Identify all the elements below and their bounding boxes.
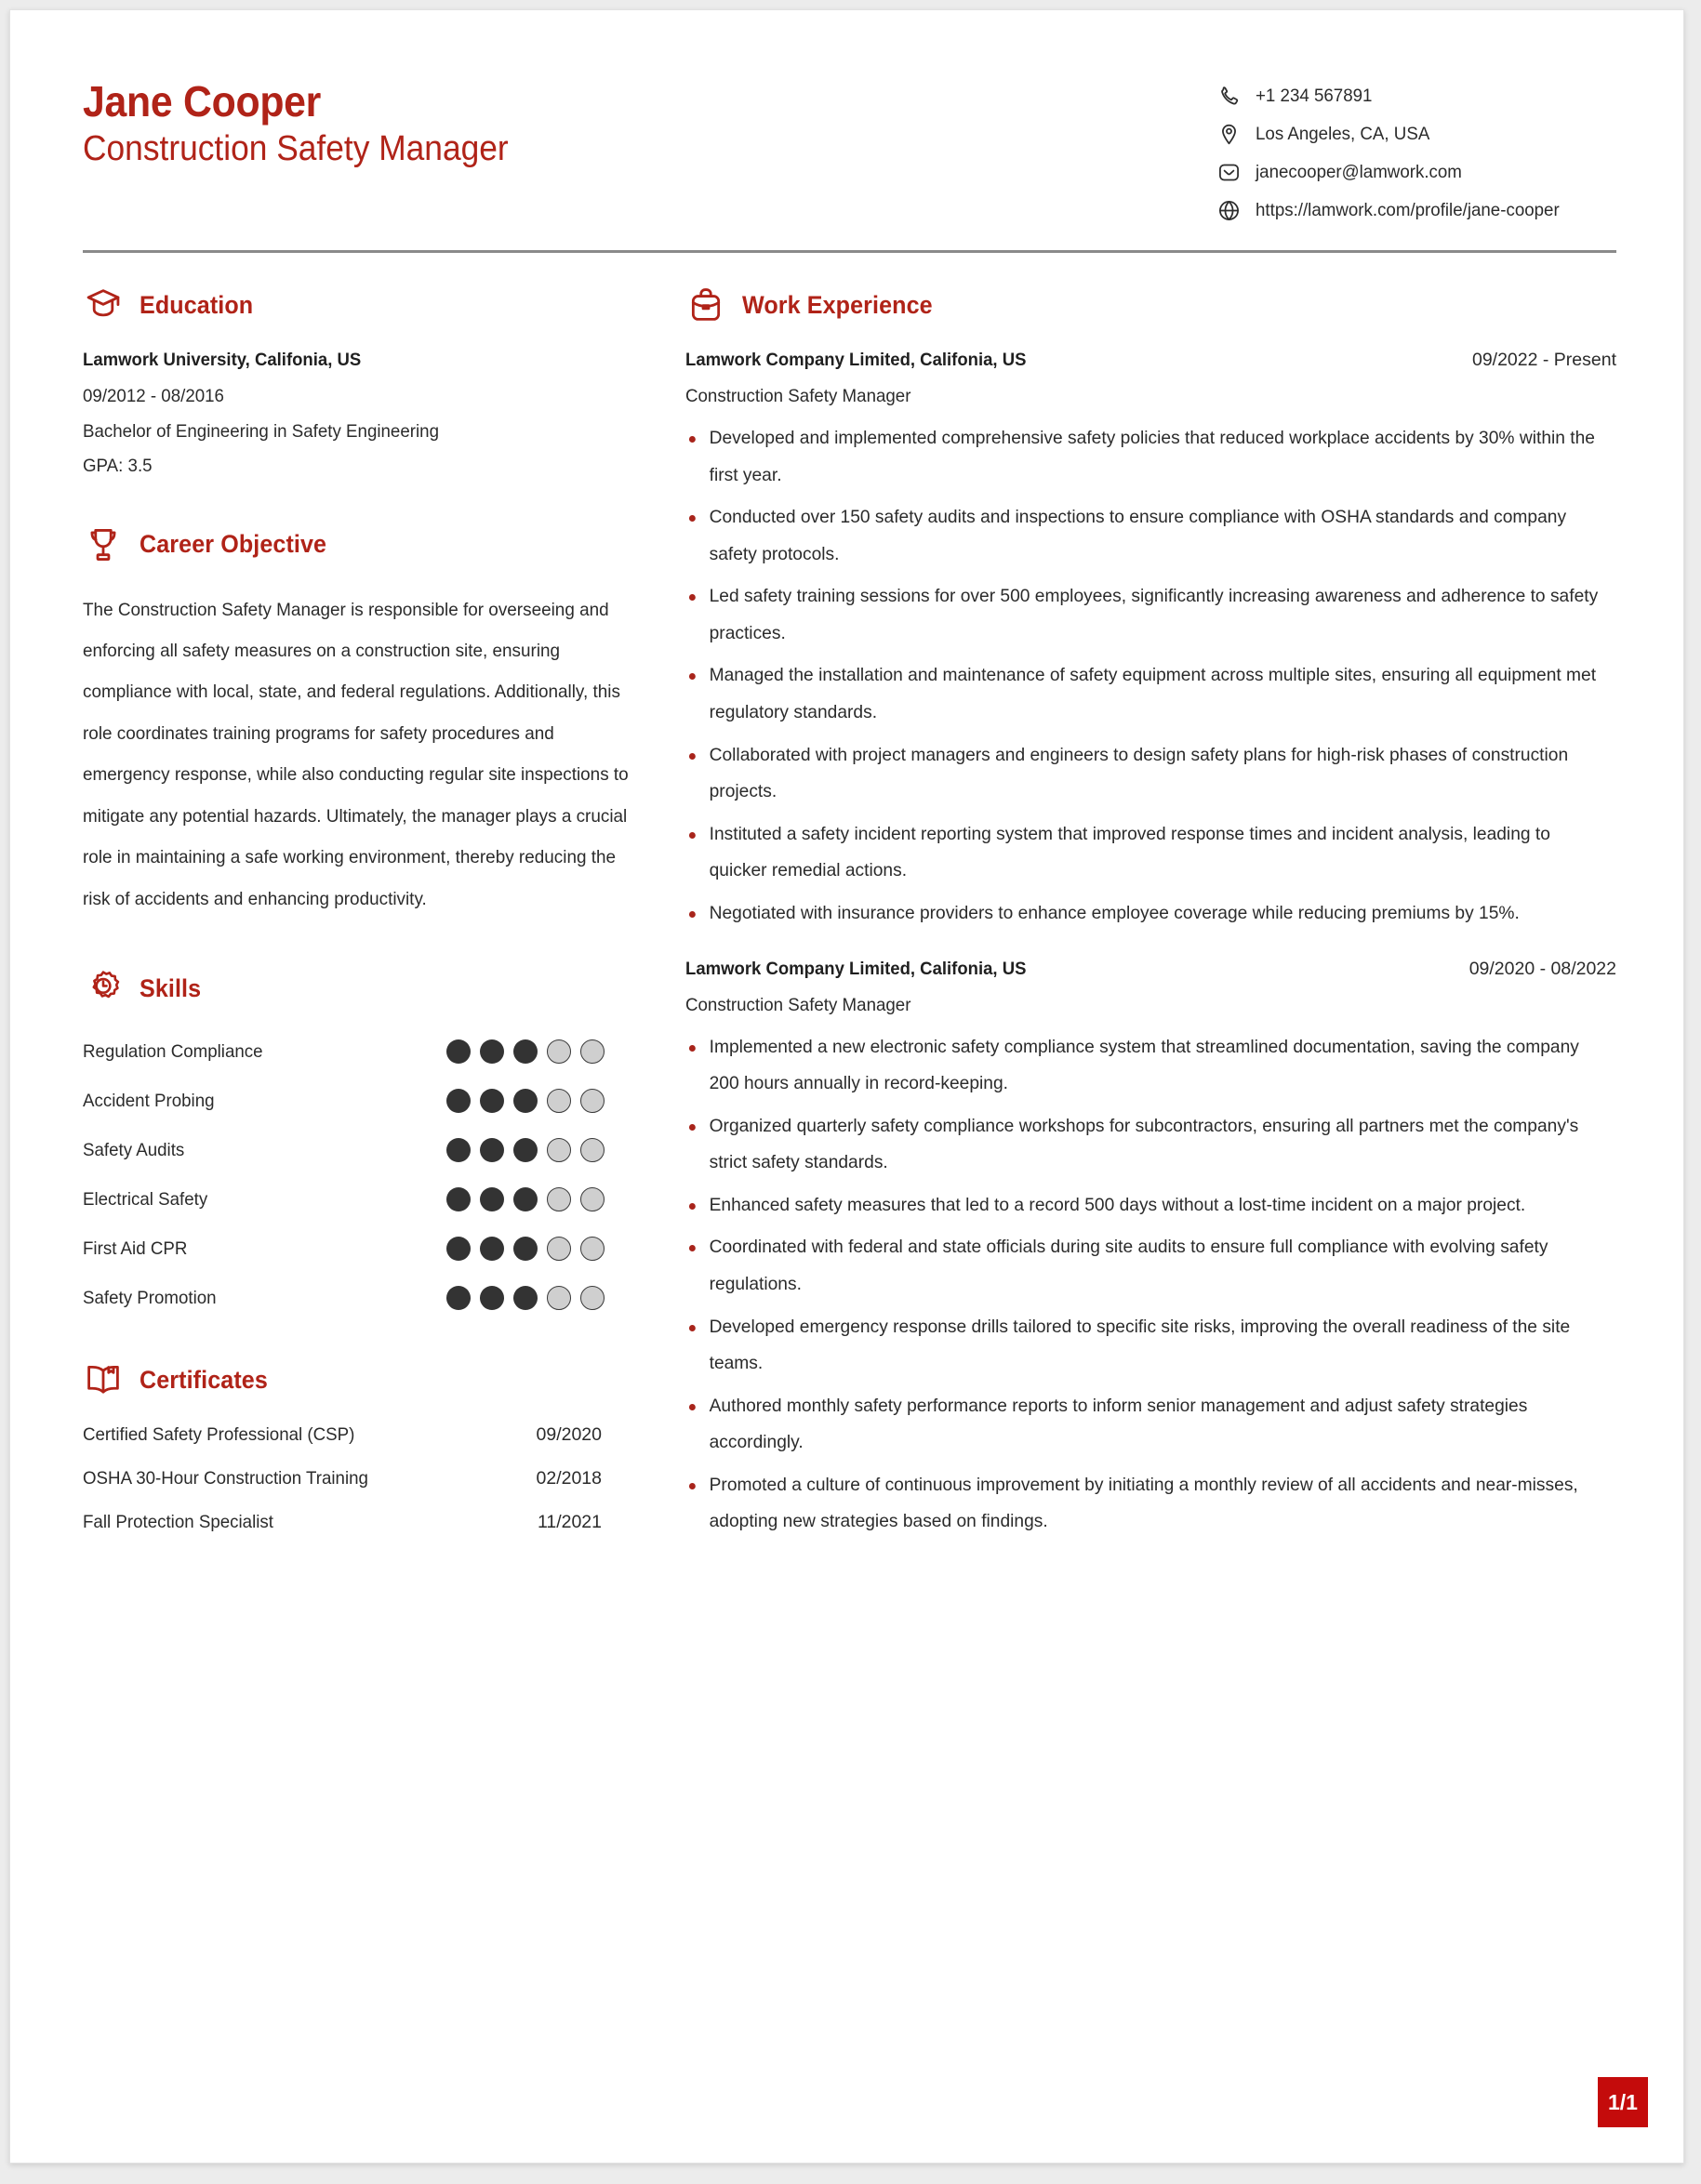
job-bullet: Authored monthly safety performance reports to inform senior management and adjust safety strategies accordingly.	[685, 1388, 1602, 1462]
email-icon	[1216, 161, 1241, 185]
certificate-date: 11/2021	[537, 1512, 602, 1533]
section-title-education: Education	[140, 290, 254, 319]
section-title-certificates: Certificates	[140, 1365, 268, 1394]
page-indicator-badge: 1/1	[1598, 2077, 1648, 2127]
rating-dot-empty	[580, 1039, 605, 1064]
rating-dot-filled	[446, 1187, 471, 1211]
skill-name: First Aid CPR	[83, 1238, 188, 1259]
job-role: Construction Safety Manager	[685, 994, 911, 1015]
briefcase-icon	[685, 285, 726, 325]
section-career-objective	[83, 524, 633, 920]
education-school: Lamwork University, Califonia, US	[83, 350, 362, 370]
open-book-icon	[83, 1359, 124, 1400]
contact-phone-value: +1 234 567891	[1256, 86, 1373, 106]
skill-name: Safety Promotion	[83, 1287, 217, 1308]
rating-dot-filled	[446, 1286, 471, 1310]
skill-rating[interactable]	[446, 1089, 633, 1113]
rating-dot-filled	[480, 1237, 504, 1261]
skill-row	[83, 1082, 633, 1119]
contact-item-email[interactable]	[1216, 153, 1616, 192]
job-entry	[685, 959, 1616, 1542]
job-period: 09/2020 - 08/2022	[1468, 958, 1616, 979]
job-bullet: Negotiated with insurance providers to enhance employee coverage while reducing premiums by 15%.	[685, 895, 1602, 933]
education-degree: Bachelor of Engineering in Safety Engineering	[83, 420, 439, 442]
skill-row	[83, 1033, 633, 1070]
rating-dot-empty	[547, 1039, 571, 1064]
education-period: 09/2012 - 08/2016	[83, 386, 224, 406]
section-skills	[83, 968, 633, 1317]
rating-dot-empty	[580, 1286, 605, 1310]
section-title-skills: Skills	[140, 973, 202, 1002]
skill-rating[interactable]	[446, 1039, 633, 1064]
job-header	[685, 959, 1616, 980]
rating-dot-filled	[480, 1039, 504, 1064]
page-title: Jane Cooper	[83, 77, 322, 126]
section-header-work-experience	[685, 285, 1616, 325]
trophy-icon	[83, 524, 124, 565]
job-period: 09/2022 - Present	[1471, 350, 1616, 370]
rating-dot-empty	[547, 1089, 571, 1113]
rating-dot-empty	[580, 1237, 605, 1261]
job-bullet: Developed emergency response drills tailored to specific site risks, improving the overall readiness of the site teams.	[685, 1309, 1602, 1383]
certificate-row	[83, 1468, 633, 1489]
identity-block	[83, 75, 540, 170]
section-header-career-objective	[83, 524, 633, 565]
skill-name: Regulation Compliance	[83, 1040, 263, 1062]
certificate-row	[83, 1512, 633, 1533]
rating-dot-filled	[513, 1089, 538, 1113]
location-icon	[1216, 123, 1241, 147]
rating-dot-filled	[513, 1237, 538, 1261]
job-bullet: Enhanced safety measures that led to a record 500 days without a lost-time incident on a major project.	[685, 1187, 1602, 1224]
section-header-certificates	[83, 1359, 633, 1400]
job-bullet: Conducted over 150 safety audits and inspections to ensure compliance with OSHA standards and company safety protocols.	[685, 499, 1602, 573]
rating-dot-empty	[547, 1237, 571, 1261]
rating-dot-empty	[547, 1187, 571, 1211]
resume-body	[83, 253, 1616, 1555]
rating-dot-filled	[480, 1138, 504, 1162]
resume-page	[9, 9, 1684, 2164]
job-bullet: Instituted a safety incident reporting system that improved response times and incident analysis, leading to quicker remedial actions.	[685, 816, 1602, 890]
contact-item-location[interactable]	[1216, 115, 1616, 153]
job-bullet-list	[685, 420, 1616, 933]
contact-location-value: Los Angeles, CA, USA	[1256, 124, 1430, 144]
skill-row	[83, 1279, 633, 1317]
section-header-skills	[83, 968, 633, 1009]
job-role: Construction Safety Manager	[685, 386, 911, 406]
left-column	[83, 285, 633, 1555]
globe-icon	[1216, 199, 1241, 223]
education-gpa: GPA: 3.5	[83, 456, 153, 476]
certificate-name: Fall Protection Specialist	[83, 1512, 273, 1533]
job-bullet-list	[685, 1029, 1616, 1542]
section-education	[83, 285, 633, 476]
job-bullet: Managed the installation and maintenance of safety equipment across multiple sites, ensuring all equipment met regulatory standards.	[685, 657, 1602, 731]
section-header-education	[83, 285, 633, 325]
rating-dot-filled	[513, 1039, 538, 1064]
job-bullet: Developed and implemented comprehensive safety policies that reduced workplace accidents by 30% within the first year.	[685, 420, 1602, 494]
skill-name: Safety Audits	[83, 1139, 185, 1160]
rating-dot-empty	[580, 1089, 605, 1113]
skills-list	[83, 1033, 633, 1317]
career-objective-text: The Construction Safety Manager is responsible for overseeing and enforcing all safety measures on a construction site, ensuring compliance with local, state, and federal regulations. Additionally, this role coordinates training programs for safety procedures and emergency response, while also conducting regular site inspections to mitigate any potential hazards. Ultimately, the manager plays a crucial role in maintaining a safe working environment, thereby reducing the risk of accidents and enhancing productivity.	[83, 599, 629, 909]
work-experience-list	[685, 350, 1616, 1541]
certificate-date: 09/2020	[536, 1424, 602, 1446]
certificate-row	[83, 1424, 633, 1446]
job-bullet: Led safety training sessions for over 500 employees, significantly increasing awareness and adherence to safety practices.	[685, 578, 1602, 652]
rating-dot-filled	[480, 1089, 504, 1113]
job-bullet: Organized quarterly safety compliance workshops for subcontractors, ensuring all partners met the company's strict safety standards.	[685, 1108, 1602, 1182]
job-company: Lamwork Company Limited, Califonia, US	[685, 350, 1027, 370]
certificate-date: 02/2018	[536, 1468, 602, 1489]
resume-header	[83, 62, 1616, 230]
rating-dot-empty	[547, 1286, 571, 1310]
rating-dot-filled	[446, 1237, 471, 1261]
rating-dot-filled	[446, 1039, 471, 1064]
rating-dot-filled	[480, 1286, 504, 1310]
gear-clock-icon	[83, 968, 124, 1009]
rating-dot-empty	[547, 1138, 571, 1162]
rating-dot-filled	[513, 1138, 538, 1162]
skill-name: Electrical Safety	[83, 1188, 208, 1210]
contact-list	[1216, 77, 1616, 230]
skill-row	[83, 1132, 633, 1169]
skill-row	[83, 1230, 633, 1267]
contact-website-value: https://lamwork.com/profile/jane-cooper	[1256, 200, 1560, 220]
rating-dot-filled	[446, 1138, 471, 1162]
skill-rating[interactable]	[446, 1187, 633, 1211]
education-entry	[83, 350, 633, 476]
section-work-experience	[685, 285, 1616, 1541]
section-title-career-objective: Career Objective	[140, 530, 327, 558]
phone-icon	[1216, 85, 1241, 109]
rating-dot-filled	[513, 1286, 538, 1310]
skill-rating[interactable]	[446, 1237, 633, 1261]
job-bullet: Coordinated with federal and state officials during site audits to ensure full compliance with evolving safety regulations.	[685, 1229, 1602, 1303]
section-certificates	[83, 1359, 633, 1533]
rating-dot-empty	[580, 1187, 605, 1211]
contact-item-website[interactable]	[1216, 192, 1616, 230]
job-header	[685, 350, 1616, 371]
right-column	[685, 285, 1616, 1555]
job-bullet: Implemented a new electronic safety compliance system that streamlined documentation, saving the company 200 hours annually in record-keeping.	[685, 1029, 1602, 1103]
certificate-name: OSHA 30-Hour Construction Training	[83, 1468, 368, 1489]
certificates-list	[83, 1424, 633, 1533]
job-company: Lamwork Company Limited, Califonia, US	[685, 958, 1027, 979]
rating-dot-empty	[580, 1138, 605, 1162]
contact-email-value: janecooper@lamwork.com	[1256, 162, 1462, 182]
skill-rating[interactable]	[446, 1286, 633, 1310]
job-bullet: Collaborated with project managers and engineers to design safety plans for high-risk phases of construction projects.	[685, 737, 1602, 811]
contact-item-phone[interactable]	[1216, 77, 1616, 115]
header-job-title: Construction Safety Manager	[83, 128, 509, 168]
rating-dot-filled	[480, 1187, 504, 1211]
section-title-work-experience: Work Experience	[742, 290, 933, 319]
rating-dot-filled	[513, 1187, 538, 1211]
skill-rating[interactable]	[446, 1138, 633, 1162]
job-bullet: Promoted a culture of continuous improvement by initiating a monthly review of all accidents and near-misses, adopting new strategies based on findings.	[685, 1467, 1602, 1541]
job-entry	[685, 350, 1616, 933]
skill-row	[83, 1181, 633, 1218]
graduation-cap-icon	[83, 285, 124, 325]
rating-dot-filled	[446, 1089, 471, 1113]
certificate-name: Certified Safety Professional (CSP)	[83, 1424, 355, 1446]
skill-name: Accident Probing	[83, 1090, 215, 1111]
